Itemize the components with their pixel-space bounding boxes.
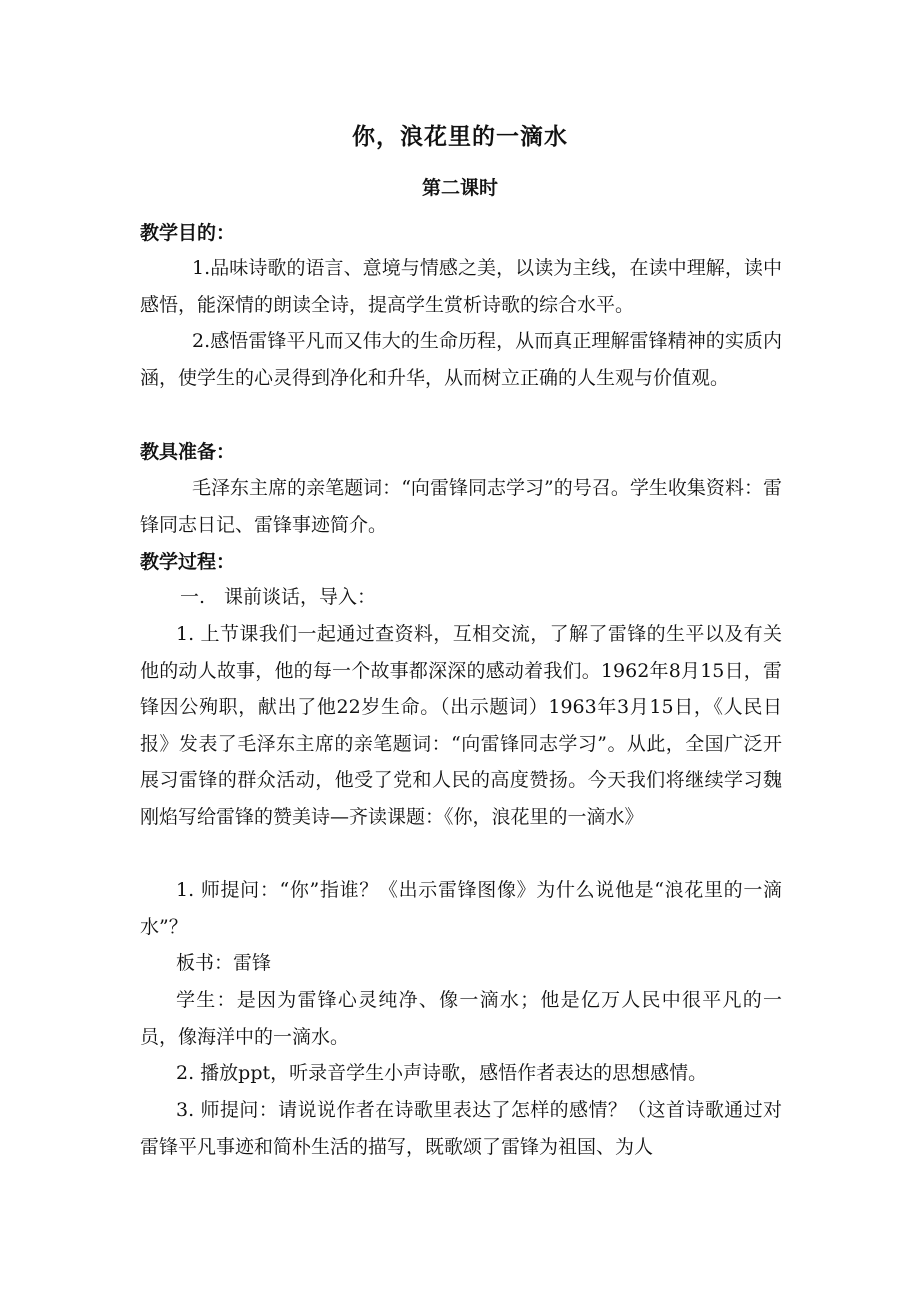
board-note: 板书：雷锋	[176, 952, 272, 974]
step-1-paragraph: 1. 上节课我们一起通过查资料，互相交流，了解了雷锋的生平以及有关他的动人故事，他的每一个故事都深深的感动着我们。1962年8月15日，雷锋因公殉职，献出了他22岁生命。（出示题词）1963年3月15日，《人民日报》发表了毛泽东主席的亲笔题词：“向雷锋同志学习”。从此，全国广泛开展习雷锋的群众活动，他受了党和人民的高度赞扬。今天我们将继续学习魏刚焰写给雷锋的赞美诗—齐读课题：《你，浪花里的一滴水》	[140, 623, 782, 828]
step-3-paragraph: 3. 师提问：请说说作者在诗歌里表达了怎样的感情？（这首诗歌通过对雷锋平凡事迹和简朴生活的描写，既歌颂了雷锋为祖国、为人	[140, 1099, 782, 1158]
objective-paragraph-2: 2.感悟雷锋平凡而又伟大的生命历程，从而真正理解雷锋精神的实质内涵，使学生的心灵得到净化和升华，从而树立正确的人生观与价值观。	[140, 330, 782, 389]
document-subtitle: 第二课时	[421, 177, 498, 199]
step-2-paragraph: 2. 播放ppt，听录音学生小声诗歌，感悟作者表达的思想感情。	[176, 1062, 708, 1084]
objective-paragraph-1: 1.品味诗歌的语言、意境与情感之美，以读为主线，在读中理解，读中感悟，能深情的朗读全诗，提高学生赏析诗歌的综合水平。	[140, 257, 782, 316]
step-1-heading: 一. 课前谈话，导入：	[180, 586, 377, 608]
document-title: 你，浪花里的一滴水	[352, 124, 568, 150]
question-1-paragraph: 1. 师提问：“你”指谁？《出示雷锋图像》为什么说他是“浪花里的一滴水”？	[140, 879, 782, 938]
materials-paragraph: 毛泽东主席的亲笔题词：“向雷锋同志学习”的号召。学生收集资料：雷锋同志日记、雷锋事迹简介。	[140, 477, 782, 536]
student-answer-paragraph: 学生：是因为雷锋心灵纯净、像一滴水；他是亿万人民中很平凡的一员，像海洋中的一滴水。	[140, 989, 782, 1048]
section-heading-materials: 教具准备：	[140, 441, 236, 463]
section-heading-objectives: 教学目的：	[140, 222, 236, 244]
section-heading-process: 教学过程：	[140, 551, 236, 573]
